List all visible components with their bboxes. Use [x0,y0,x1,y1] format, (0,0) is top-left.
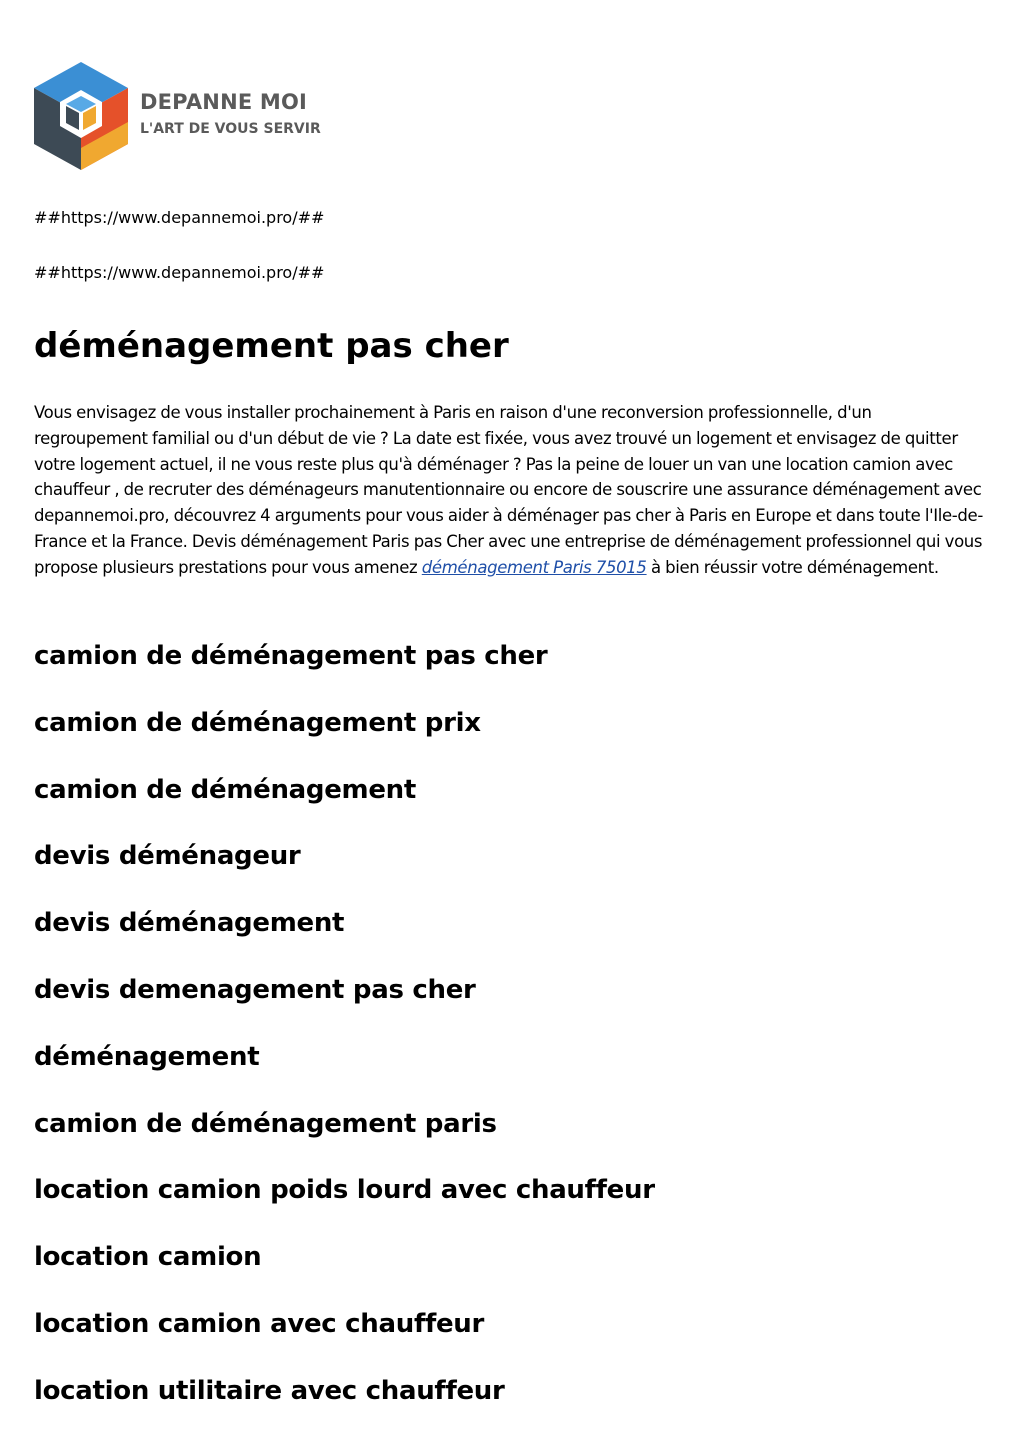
logo-tagline: L'ART DE VOUS SERVIR [140,121,321,137]
page-title: déménagement pas cher [34,326,509,366]
logo-title: DEPANNE MOI [140,90,308,114]
keyword-heading: location camion poids lourd avec chauffeur [34,1175,655,1206]
intro-text-after: à bien réussir votre déménagement. [646,557,939,577]
keyword-heading: location utilitaire avec chauffeur [34,1375,505,1406]
keyword-heading: déménagement [34,1041,260,1072]
keyword-headings-list [34,636,655,1438]
keyword-heading: location camion [34,1242,262,1273]
cube-logo-icon [34,60,134,175]
intro-paragraph [34,400,984,581]
keyword-heading: camion de déménagement paris [34,1108,497,1139]
company-logo [34,60,334,175]
keyword-heading: camion de déménagement pas cher [34,641,548,671]
keyword-heading: devis déménageur [34,841,301,872]
keyword-heading: location camion avec chauffeur [34,1308,485,1339]
keyword-heading: camion de déménagement prix [34,707,481,738]
url-line-2: ##https://www.depannemoi.pro/## [34,263,325,282]
keyword-heading: camion de déménagement [34,774,417,805]
keyword-heading: devis demenagement pas cher [34,974,476,1005]
demenagement-paris-75015-link[interactable]: déménagement Paris 75015 [421,557,647,577]
keyword-heading: devis déménagement [34,908,345,939]
url-line-1: ##https://www.depannemoi.pro/## [34,208,325,227]
intro-text-before: Vous envisagez de vous installer prochainement à Paris en raison d'une reconversion professionnelle, d'un regroupement familial ou d'un début de vie ? La date est fixée, vous avez trouvé un logement et envisagez de quitter votre logement actuel, il ne vous reste plus qu'à déménager ? Pas la peine de louer un van une location camion avec chauffeur , de recruter des déménageurs manutentionnaire ou encore de souscrire une assurance déménagement avec depannemoi.pro, découvrez 4 arguments pour vous aider à déménager pas cher à Paris en Europe et dans toute l'Ile-de-France et la France. Devis déménagement Paris pas Cher avec une entreprise de déménagement professionnel qui vous propose plusieurs prestations pour vous amenez [34,403,983,577]
